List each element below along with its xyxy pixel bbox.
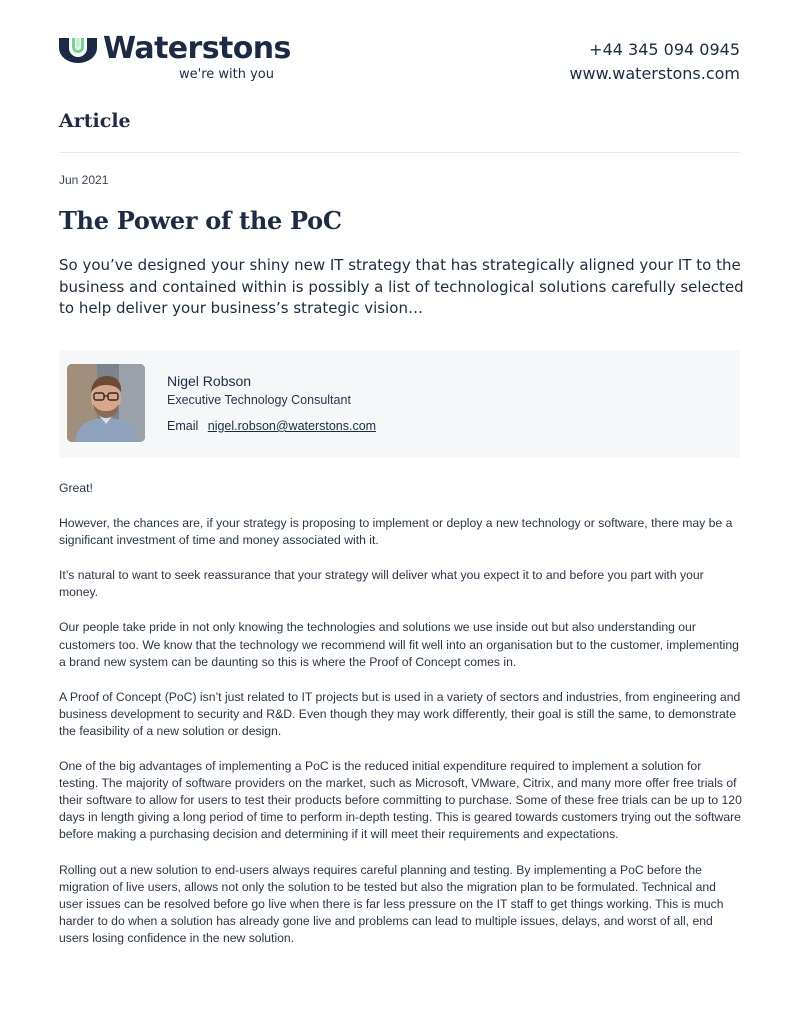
logo-wordmark: Waterstons — [103, 31, 291, 66]
header-divider — [59, 152, 740, 153]
phone-number[interactable]: +44 345 094 0945 — [589, 40, 740, 59]
person-photo-icon — [67, 364, 145, 442]
article-lede: So you’ve designed your shiny new IT strategy that has strategically aligned your IT to the business and contained within is possibly a list of technological solutions carefully selected to help deliver your business’s strategic vision… — [59, 256, 744, 317]
body-paragraph: It’s natural to want to seek reassurance that your strategy will deliver what you expect it to and before you part with your money. — [59, 568, 704, 600]
website-link[interactable]: www.waterstons.com — [569, 64, 740, 83]
body-paragraph: Great! — [59, 481, 93, 495]
page-header — [59, 31, 740, 86]
body-paragraph: A Proof of Concept (PoC) isn’t just related to IT projects but is used in a variety of sectors and industries, from engineering and business development to security and R&D. Even though they may work differently, their goal is still the same, to demonstrate the feasibility of a new solution or design. — [59, 689, 741, 738]
email-label: Email — [167, 419, 199, 433]
author-card — [59, 350, 740, 458]
author-email-link[interactable]: nigel.robson@waterstons.com — [207, 419, 377, 433]
logo-tagline: we're with you — [179, 67, 274, 82]
section-label: Article — [59, 110, 131, 132]
author-role: Executive Technology Consultant — [167, 393, 351, 407]
author-email-row — [167, 419, 376, 433]
article-body — [59, 480, 743, 965]
contact-block — [569, 38, 740, 86]
body-paragraph: One of the big advantages of implementing a PoC is the reduced initial expenditure required to implement a solution for testing. The majority of software providers on the market, such as Microsoft, VMware, Citrix, and many more offer free trials of their software to allow for users to test their products before committing to purchase. Some of these free trials can be up to 120 days in length giving a long period of time to perform in-depth testing. This is geared towards customers trying out the software before making a purchasing decision and determining if it will meet their requirements and expectations. — [59, 759, 742, 842]
author-avatar — [67, 364, 145, 442]
body-paragraph: Rolling out a new solution to end-users always requires careful planning and testing. By implementing a PoC before the migration of live users, allows not only the solution to be tested but also the migration plan to be formulated. Technical and user issues can be resolved before go live when there is far less pressure on the IT staff to get things working. This is much harder to do when a solution has already gone live and problems can lead to multiple issues, delays, and worst of all, end users losing confidence in the new solution. — [59, 862, 724, 945]
body-paragraph: However, the chances are, if your strategy is proposing to implement or deploy a new technology or software, there may be a significant investment of time and money associated with it. — [59, 516, 733, 548]
waterstons-logo[interactable] — [59, 31, 299, 86]
article-date: Jun 2021 — [59, 173, 109, 187]
author-name: Nigel Robson — [167, 373, 252, 389]
article-title: The Power of the PoC — [59, 206, 342, 235]
body-paragraph: Our people take pride in not only knowing the technologies and solutions we use inside out but also understanding our customers too. We know that the technology we recommend will fit well into an organisation but to the customer, implementing a brand new system can be daunting so this is where the Proof of Concept comes in. — [59, 620, 739, 669]
logo-mark-icon — [59, 38, 97, 64]
